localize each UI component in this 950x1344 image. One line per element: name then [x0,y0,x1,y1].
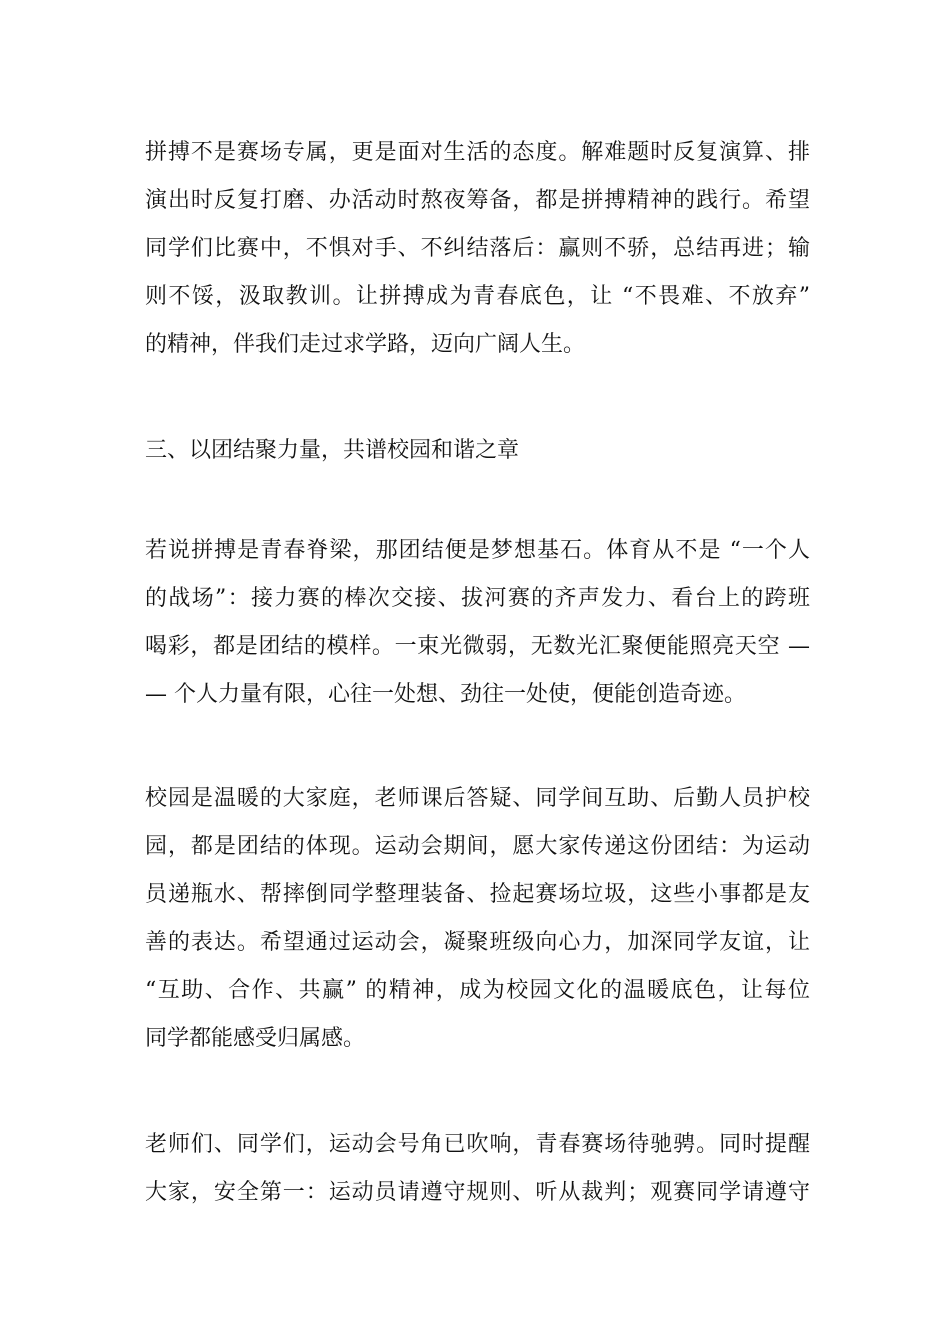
text-line: 老师们、同学们，运动会号角已吹响，青春赛场待驰骋。同时提醒 [145,1132,810,1157]
text-line: 同学们比赛中，不惧对手、不纠结落后：赢则不骄，总结再进；输 [145,236,810,261]
text-line: 善的表达。希望通过运动会，凝聚班级向心力，加深同学友谊，让 [145,930,810,955]
text-line: — 个人力量有限，心往一处想、劲往一处使，便能创造奇迹。 [145,682,746,707]
text-line: “互助、合作、共赢” 的精神，成为校园文化的温暖底色，让每位 [145,978,810,1003]
text-line: 同学都能感受归属感。 [145,1026,366,1051]
text-line: 则不馁，汲取教训。让拼搏成为青春底色，让 “不畏难、不放弃” [145,284,810,309]
text-line: 员递瓶水、帮摔倒同学整理装备、捡起赛场垃圾，这些小事都是友 [145,882,810,907]
text-line: 若说拼搏是青春脊梁，那团结便是梦想基石。体育从不是 “一个人 [145,538,810,563]
text-line: 园，都是团结的体现。运动会期间，愿大家传递这份团结：为运动 [145,834,810,859]
text-line: 演出时反复打磨、办活动时熬夜筹备，都是拼搏精神的践行。希望 [145,188,810,213]
text-line: 校园是温暖的大家庭，老师课后答疑、同学间互助、后勤人员护校 [145,786,810,811]
text-line: 喝彩，都是团结的模样。一束光微弱，无数光汇聚便能照亮天空 — [145,634,810,659]
text-line: 的战场”：接力赛的棒次交接、拔河赛的齐声发力、看台上的跨班 [145,586,810,611]
text-line: 的精神，伴我们走过求学路，迈向广阔人生。 [145,332,586,357]
text-line: 大家，安全第一：运动员请遵守规则、听从裁判；观赛同学请遵守 [145,1180,810,1205]
text-line: 三、以团结聚力量，共谱校园和谐之章 [145,438,520,463]
text-line: 拼搏不是赛场专属，更是面对生活的态度。解难题时反复演算、排 [145,140,810,165]
